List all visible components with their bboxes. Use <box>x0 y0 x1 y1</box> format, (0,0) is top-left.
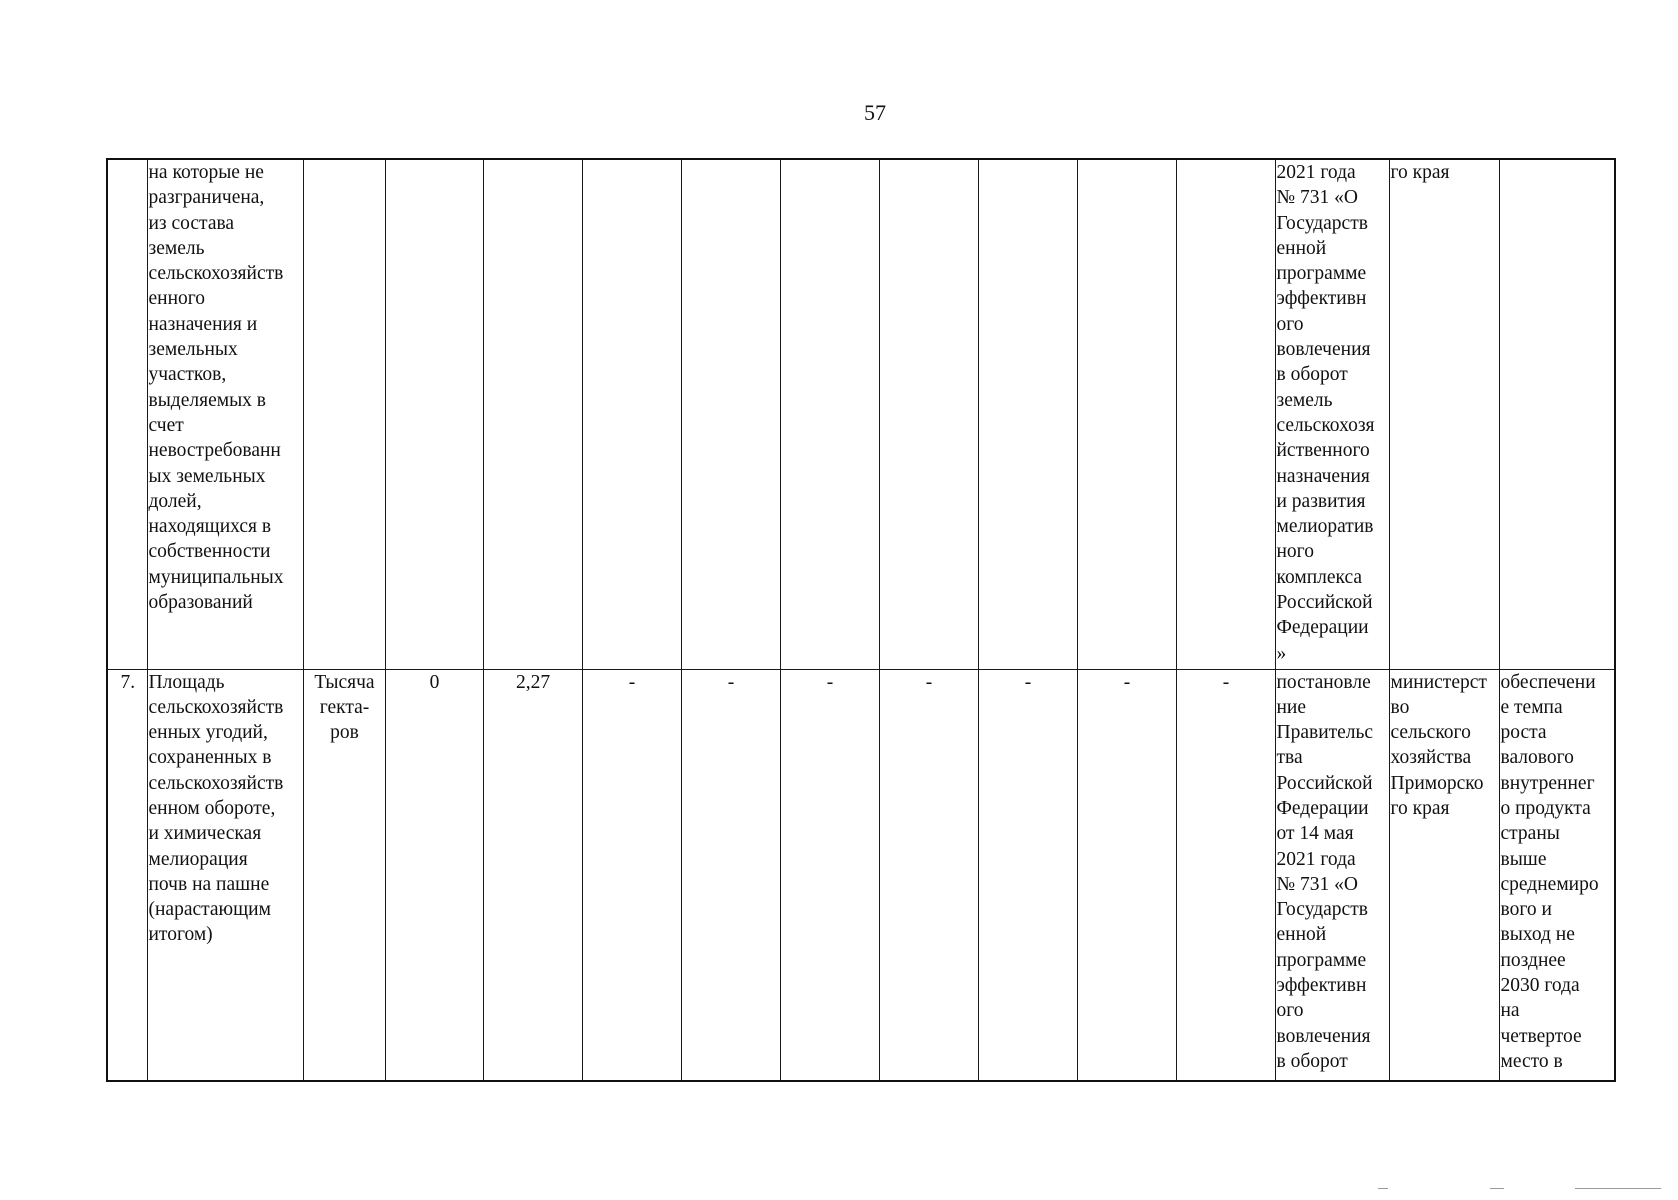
cell-responsible <box>1389 669 1499 1081</box>
cell-value <box>879 159 978 669</box>
value-text: - <box>727 671 735 693</box>
legal-basis-text: постановле ние Правительс тва Российской Федерации от 14 мая 2021 года № 731 «О Государств енной программе эффективн ого вовлечения в оборот <box>1276 671 1374 1072</box>
value-text: - <box>1123 671 1131 693</box>
responsible-text: го края <box>1390 162 1450 183</box>
value-text: - <box>1222 671 1230 693</box>
cell-number <box>107 669 147 1081</box>
value-text: - <box>1024 671 1032 693</box>
scan-artifact <box>1490 1188 1504 1189</box>
cell-value <box>879 669 978 1081</box>
document-table <box>106 158 1616 1082</box>
table-row-continued <box>107 159 1615 669</box>
cell-value <box>681 669 780 1081</box>
cell-value <box>681 159 780 669</box>
cell-unit <box>303 159 385 669</box>
cell-goal <box>1499 159 1615 669</box>
cell-number <box>107 159 147 669</box>
cell-value <box>582 669 681 1081</box>
legal-basis-text: 2021 года № 731 «О Государств енной программе эффективн ого вовлечения в оборот земель сельскохозя йственного назначения и развития мелиоратив ного комплекса Российской Федерации » <box>1276 162 1375 664</box>
cell-value <box>483 159 582 669</box>
cell-value <box>978 159 1077 669</box>
cell-goal <box>1499 669 1615 1081</box>
scan-artifact <box>1575 1188 1661 1189</box>
cell-indicator-name <box>147 669 303 1081</box>
cell-base-value <box>385 669 483 1081</box>
cell-base-value <box>385 159 483 669</box>
cell-indicator-name <box>147 159 303 669</box>
cell-value <box>780 159 879 669</box>
cell-legal-basis <box>1275 669 1389 1081</box>
cell-value <box>780 669 879 1081</box>
cell-value <box>1077 159 1176 669</box>
cell-value <box>1176 669 1275 1081</box>
indicator-name-text: Площадь сельскохозяйств енных угодий, сохраненных в сельскохозяйств енном обороте, и химическая мелиорация почв на пашне (нарастающим итогом) <box>148 671 284 946</box>
cell-value <box>582 159 681 669</box>
cell-value <box>1077 669 1176 1081</box>
cell-value <box>1176 159 1275 669</box>
cell-value <box>483 669 582 1081</box>
responsible-text: министерст во сельского хозяйства Приморско го края <box>1390 671 1487 819</box>
value-text: - <box>826 671 834 693</box>
table-row-7 <box>107 669 1615 1081</box>
cell-unit <box>303 669 385 1081</box>
base-value-text: 0 <box>429 671 440 693</box>
cell-legal-basis <box>1275 159 1389 669</box>
value-text: 2,27 <box>515 671 551 693</box>
cell-responsible <box>1389 159 1499 669</box>
value-text: - <box>628 671 636 693</box>
scan-artifact <box>1378 1188 1388 1189</box>
value-text: - <box>925 671 933 693</box>
goal-text: обеспечени е темпа роста валового внутреннег о продукта страны выше среднемиро вого и выход не позднее 2030 года на четвертое место в <box>1500 671 1599 1072</box>
unit-text: Тысяча гекта- ров <box>314 671 375 744</box>
cell-value <box>978 669 1077 1081</box>
row-number-text: 7. <box>120 671 136 693</box>
page-number: 57 <box>864 100 886 125</box>
indicator-name-text: на которые не разграничена, из состава земель сельскохозяйств енного назначения и земельных участков, выделяемых в счет невостребованн ых земельных долей, находящихся в собственности муниципальных образований <box>148 162 284 614</box>
